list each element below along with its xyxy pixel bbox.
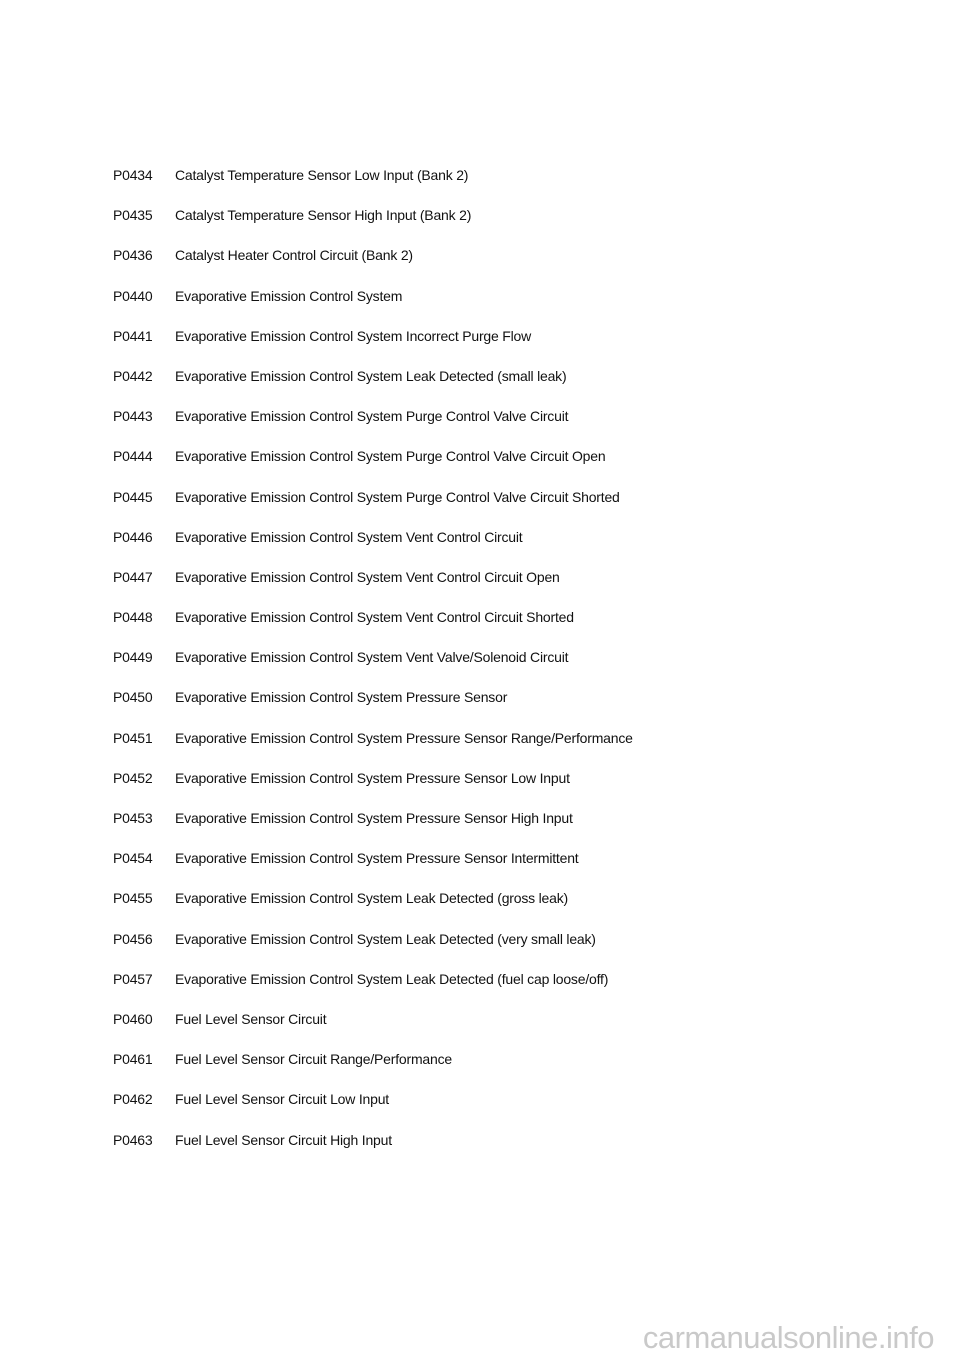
dtc-description: Evaporative Emission Control System Pressure Sensor Low Input [175,769,570,786]
code-row [113,368,933,408]
dtc-description: Evaporative Emission Control System Leak Detected (very small leak) [175,930,596,947]
code-row [113,288,933,328]
dtc-description: Catalyst Temperature Sensor High Input (Bank 2) [175,207,472,224]
dtc-code: P0457 [113,970,153,987]
site-watermark: carmanualsonline.info [642,1320,934,1355]
dtc-code: P0455 [113,890,153,907]
dtc-description: Evaporative Emission Control System Pressure Sensor Range/Performance [175,729,633,746]
dtc-description: Catalyst Heater Control Circuit (Bank 2) [175,247,413,264]
code-row [113,1051,933,1091]
dtc-code: P0463 [113,1131,153,1148]
code-row [113,207,933,247]
dtc-code: P0452 [113,769,153,786]
code-row [113,247,933,287]
dtc-description: Evaporative Emission Control System Purge Control Valve Circuit [175,408,569,425]
code-row [113,730,933,770]
dtc-code: P0435 [113,207,153,224]
dtc-code: P0445 [113,488,153,505]
dtc-description: Fuel Level Sensor Circuit Range/Performance [175,1051,452,1068]
dtc-code-list [113,167,933,1172]
dtc-description: Evaporative Emission Control System Leak Detected (gross leak) [175,890,568,907]
dtc-description: Evaporative Emission Control System Pressure Sensor [175,689,508,706]
dtc-code: P0442 [113,367,153,384]
dtc-description: Evaporative Emission Control System Pressure Sensor Intermittent [175,850,579,867]
code-row [113,489,933,529]
dtc-code: P0440 [113,287,153,304]
dtc-description: Evaporative Emission Control System Leak Detected (fuel cap loose/off) [175,970,609,987]
dtc-code: P0441 [113,327,153,344]
dtc-code: P0461 [113,1051,153,1068]
dtc-description: Evaporative Emission Control System Vent Control Circuit [175,528,523,545]
dtc-code: P0453 [113,810,153,826]
dtc-code: P0448 [113,609,153,626]
dtc-description: Evaporative Emission Control System Vent Control Circuit Shorted [175,609,574,626]
dtc-description: Evaporative Emission Control System Vent Control Circuit Open [175,568,560,585]
code-row [113,810,933,850]
dtc-code: P0434 [113,167,153,183]
code-row [113,448,933,488]
dtc-code: P0444 [113,448,153,465]
dtc-code: P0450 [113,689,153,706]
dtc-code: P0449 [113,649,153,666]
dtc-code: P0447 [113,568,153,585]
code-row [113,328,933,368]
code-row [113,1011,933,1051]
dtc-description: Catalyst Temperature Sensor Low Input (Bank 2) [175,167,469,183]
dtc-code: P0456 [113,930,153,947]
code-row [113,770,933,810]
code-row [113,689,933,729]
code-row [113,167,933,207]
dtc-code: P0454 [113,850,153,867]
code-row [113,529,933,569]
dtc-description: Evaporative Emission Control System Incorrect Purge Flow [175,327,532,344]
code-row [113,1091,933,1131]
code-row [113,890,933,930]
code-row [113,649,933,689]
code-row [113,408,933,448]
dtc-code: P0460 [113,1010,153,1027]
dtc-description: Fuel Level Sensor Circuit Low Input [175,1091,389,1108]
dtc-code: P0436 [113,247,153,264]
dtc-description: Evaporative Emission Control System Purge Control Valve Circuit Open [175,448,606,465]
dtc-code: P0462 [113,1091,153,1108]
code-row [113,971,933,1011]
code-row [113,569,933,609]
code-row [113,931,933,971]
dtc-code: P0443 [113,408,153,425]
dtc-description: Evaporative Emission Control System Leak Detected (small leak) [175,367,567,384]
dtc-description: Evaporative Emission Control System Pressure Sensor High Input [175,810,573,826]
dtc-code: P0446 [113,528,153,545]
code-row [113,850,933,890]
dtc-description: Fuel Level Sensor Circuit High Input [175,1131,392,1148]
dtc-code: P0451 [113,729,153,746]
code-row [113,609,933,649]
dtc-description: Fuel Level Sensor Circuit [175,1010,327,1027]
dtc-description: Evaporative Emission Control System [175,287,403,304]
dtc-description: Evaporative Emission Control System Purge Control Valve Circuit Shorted [175,488,620,505]
code-row [113,1132,933,1172]
dtc-description: Evaporative Emission Control System Vent Valve/Solenoid Circuit [175,649,569,666]
